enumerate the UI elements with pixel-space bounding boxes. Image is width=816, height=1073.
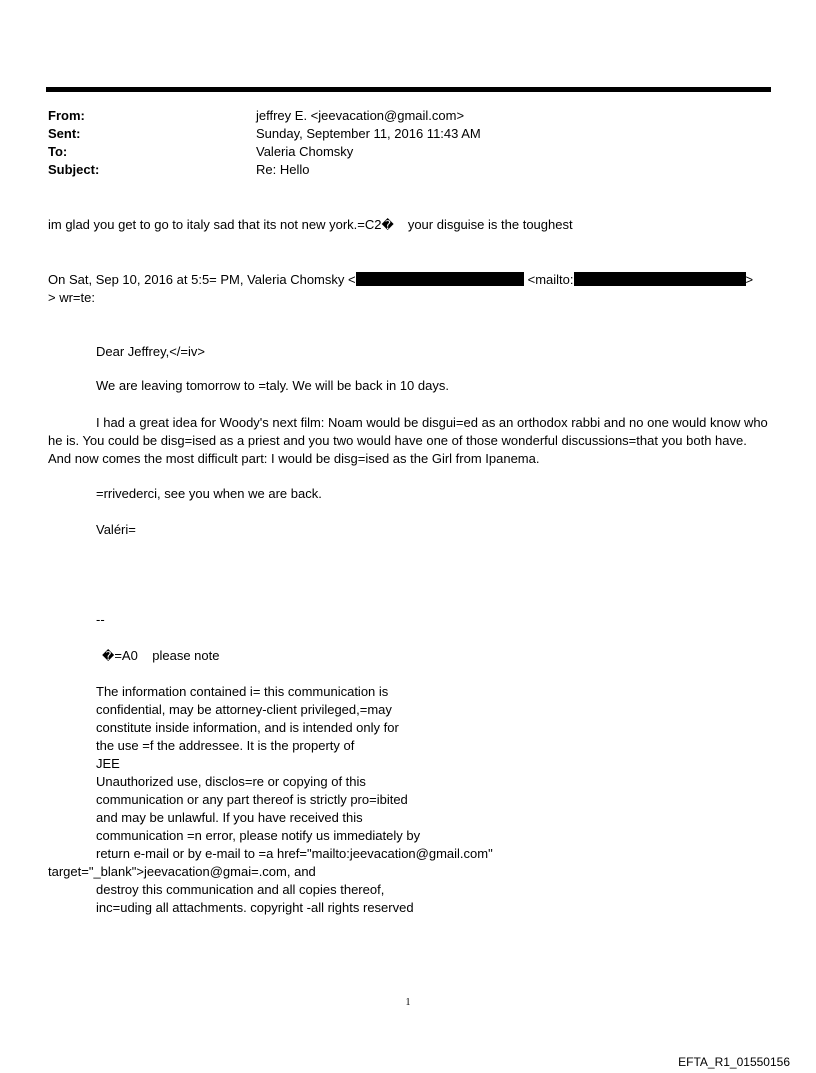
paragraph-1: We are leaving tomorrow to =taly. We will be back in 10 days. bbox=[96, 378, 449, 393]
reply-line bbox=[48, 216, 573, 234]
page-number: 1 bbox=[405, 997, 411, 1008]
from-label: From: bbox=[48, 108, 85, 123]
disclaimer-line: JEE bbox=[96, 756, 120, 771]
from-value: jeffrey E. <jeevacation@gmail.com> bbox=[256, 108, 465, 123]
disclaimer-line: communication or any part thereof is strictly pro=ibited bbox=[96, 792, 408, 807]
disclaimer-line: target="_blank">jeevacation@gmai=.com, and bbox=[48, 864, 316, 879]
subject-label: Subject: bbox=[48, 162, 100, 177]
replacement-char-icon: � bbox=[381, 218, 394, 232]
disclaimer-line: inc=uding all attachments. copyright -all rights reserved bbox=[96, 900, 414, 915]
please-note-line bbox=[102, 647, 219, 665]
quote-header-close: > bbox=[745, 272, 754, 287]
sent-value: Sunday, September 11, 2016 11:43 AM bbox=[256, 126, 481, 141]
to-label: To: bbox=[48, 144, 68, 159]
header-rule bbox=[46, 87, 771, 92]
paragraph-2: I had a great idea for Woody's next film: Noam would be disgui=ed as an orthodox rabbi and no one would know who he is. You could be disg=ised as a priest and you two would have one of those wonderful discussions=that you both have. And now comes the most difficult part: I would be disg=ised as the Girl from Ipanema. bbox=[48, 415, 768, 466]
greeting: Dear Jeffrey,</=iv> bbox=[96, 344, 205, 359]
reply-tail: your disguise is the toughest bbox=[407, 217, 573, 232]
disclaimer-line: destroy this communication and all copies thereof, bbox=[96, 882, 385, 897]
disclaimer-block bbox=[48, 683, 493, 917]
subject-value: Re: Hello bbox=[256, 162, 310, 177]
bates-number: EFTA_R1_01550156 bbox=[678, 1055, 790, 1069]
to-value: Valeria Chomsky bbox=[256, 144, 354, 159]
disclaimer-line: Unauthorized use, disclos=re or copying of this bbox=[96, 774, 366, 789]
quote-header-mailto: <mailto: bbox=[527, 272, 574, 287]
disclaimer-line: the use =f the addressee. It is the property of bbox=[96, 738, 355, 753]
reply-text: im glad you get to go to italy sad that its not new york.=C2 bbox=[48, 217, 382, 232]
paragraph-3: =rrivederci, see you when we are back. bbox=[96, 486, 322, 501]
quote-header-wrote: > wr=te: bbox=[48, 290, 95, 305]
quote-header-line bbox=[48, 271, 753, 289]
disclaimer-line: confidential, may be attorney-client privileged,=may bbox=[96, 702, 392, 717]
quote-header-prefix: On Sat, Sep 10, 2016 at 5:5= PM, Valeria Chomsky < bbox=[48, 272, 356, 287]
redaction-block bbox=[356, 272, 524, 286]
disclaimer-line: constitute inside information, and is intended only for bbox=[96, 720, 399, 735]
please-note-text: =A0 please note bbox=[114, 648, 220, 663]
sent-label: Sent: bbox=[48, 126, 81, 141]
disclaimer-line: return e-mail or by e-mail to =a href="mailto:jeevacation@gmail.com" bbox=[96, 846, 493, 861]
redaction-block bbox=[574, 272, 746, 286]
signature-separator: -- bbox=[96, 612, 105, 627]
signature: Valéri= bbox=[96, 522, 136, 537]
disclaimer-line: communication =n error, please notify us immediately by bbox=[96, 828, 421, 843]
disclaimer-line: The information contained i= this communication is bbox=[96, 684, 389, 699]
replacement-char-icon: � bbox=[102, 649, 115, 663]
disclaimer-line: and may be unlawful. If you have received this bbox=[96, 810, 363, 825]
